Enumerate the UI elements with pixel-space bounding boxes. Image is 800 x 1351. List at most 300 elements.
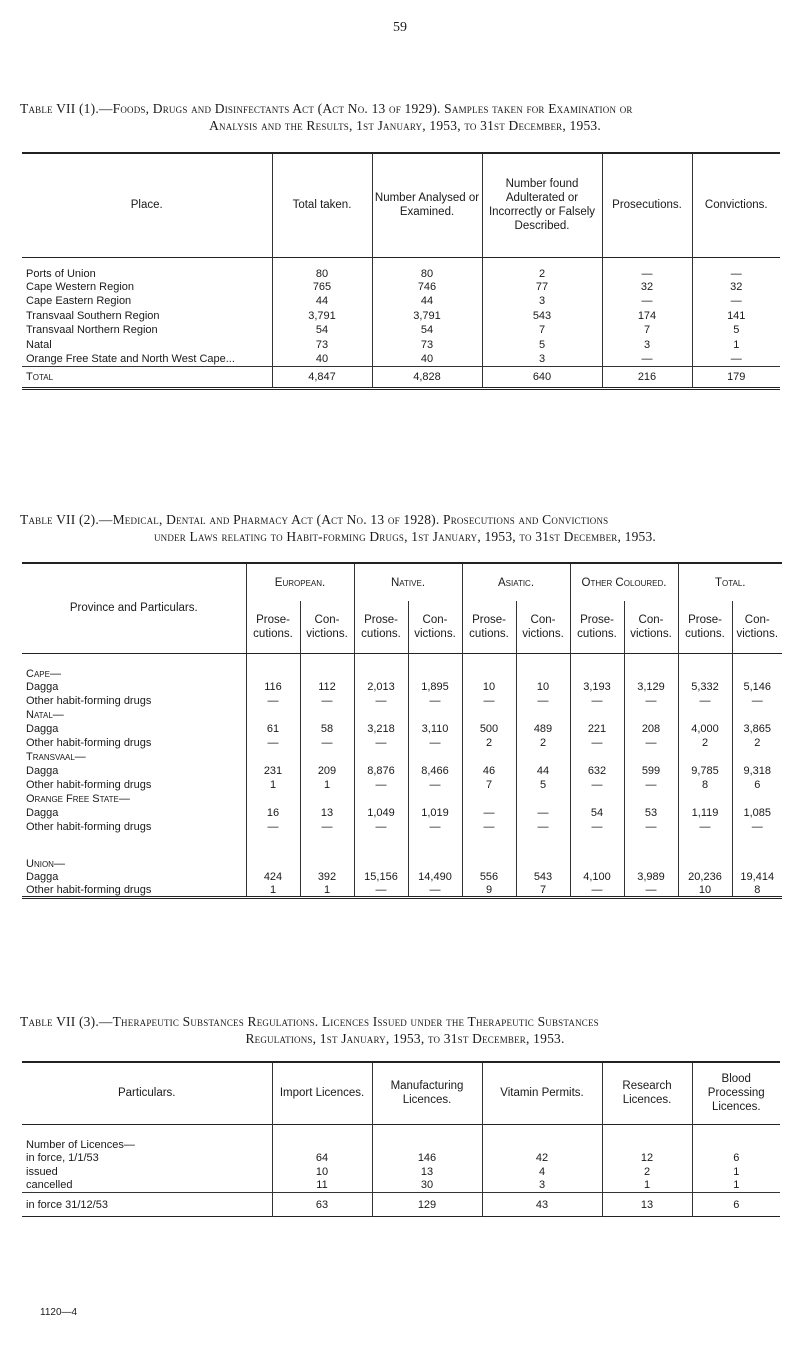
table-cell: 7 (462, 778, 516, 792)
table3-caption (20, 1013, 790, 1047)
subheader-convictions: Con-victions. (300, 601, 354, 653)
table-row (22, 352, 780, 367)
table-cell (678, 834, 732, 870)
table2-caption-line1: Table VII (2).—Medical, Dental and Pharmacy Act (Act No. 13 of 1928). Prosecutions and Convictions (20, 512, 609, 527)
table1-header-prosecutions: Prosecutions. (602, 153, 692, 257)
subheader-convictions: Con-victions. (624, 601, 678, 653)
table-cell (408, 792, 462, 806)
table-cell: 13 (300, 806, 354, 820)
table-cell (624, 792, 678, 806)
table1-header-total-taken: Total taken. (272, 153, 372, 257)
table-cell: 1 (246, 778, 300, 792)
table-cell (300, 792, 354, 806)
table-row (22, 722, 782, 736)
row-label: Other habit-forming drugs (22, 884, 246, 898)
table-cell: 3,110 (408, 722, 462, 736)
row-label: Dagga (26, 764, 59, 777)
table-cell: 8,876 (354, 764, 408, 778)
table-cell: — (246, 736, 300, 750)
table-cell (354, 792, 408, 806)
table-cell: — (408, 736, 462, 750)
table-cell (678, 750, 732, 764)
table-cell: 3 (482, 1179, 602, 1193)
table-cell: 14,490 (408, 870, 462, 884)
table-cell (732, 792, 782, 806)
table-cell: 10 (462, 680, 516, 694)
table-row (22, 323, 780, 338)
table3-caption-line2: Regulations, 1st January, 1953, to 31st December, 1953. (245, 1031, 565, 1046)
table-row (22, 294, 780, 309)
table-cell: — (516, 806, 570, 820)
table-cell: 44 (516, 764, 570, 778)
table-cell: 5,332 (678, 680, 732, 694)
table-cell: 19,414 (732, 870, 782, 884)
table-cell: — (300, 736, 354, 750)
table2-group-native: Native. (354, 563, 462, 601)
table-cell: — (516, 820, 570, 834)
table3-caption-line1: Table VII (3).—Therapeutic Substances Regulations. Licences Issued under the Therapeutic Substances (20, 1014, 599, 1029)
table-cell: — (602, 294, 692, 309)
table-cell: 73 (272, 338, 372, 353)
table-cell: — (570, 736, 624, 750)
table-cell: — (624, 820, 678, 834)
table-cell: — (602, 257, 692, 280)
table-cell: 8 (678, 778, 732, 792)
subheader-prosecutions: Prose-cutions. (570, 601, 624, 653)
table-cell: 1,119 (678, 806, 732, 820)
table-cell: 3,791 (272, 309, 372, 324)
table-cell: — (692, 257, 780, 280)
total-cell: 4,828 (372, 367, 482, 389)
table-cell: — (408, 884, 462, 898)
table-cell: 632 (570, 764, 624, 778)
table2-row-header: Province and Particulars. (22, 563, 246, 653)
table-cell: 1 (692, 338, 780, 353)
table-cell: — (570, 694, 624, 708)
table-cell: 3,865 (732, 722, 782, 736)
table-cell: 2 (482, 257, 602, 280)
table-row (22, 1179, 780, 1193)
row-label: Other habit-forming drugs (26, 694, 152, 707)
row-label: in force, 1/1/53 (26, 1151, 99, 1164)
subheader-convictions: Con-victions. (408, 601, 462, 653)
table-cell: — (408, 694, 462, 708)
row-label: Other habit-forming drugs (26, 820, 152, 833)
table-cell (732, 750, 782, 764)
table-cell: 5 (516, 778, 570, 792)
table1-header-place: Place. (130, 199, 163, 212)
table-cell: 12 (602, 1151, 692, 1165)
table2-group-row (22, 563, 782, 601)
table-cell (570, 750, 624, 764)
table-cell: 231 (246, 764, 300, 778)
row-label: Dagga (26, 806, 59, 819)
table-cell (516, 708, 570, 722)
total-label: Total (22, 367, 272, 389)
table-cell: — (300, 694, 354, 708)
final-cell: 129 (372, 1193, 482, 1217)
row-label: Transvaal Northern Region (26, 324, 158, 337)
table-cell: — (692, 294, 780, 309)
table-cell: — (354, 736, 408, 750)
total-cell: 4,847 (272, 367, 372, 389)
table-cell: 208 (624, 722, 678, 736)
table-cell: 3 (482, 294, 602, 309)
table-cell: 77 (482, 280, 602, 295)
table-cell (624, 750, 678, 764)
row-label: Other habit-forming drugs (26, 778, 152, 791)
table-row (22, 1165, 780, 1179)
table-cell: 1 (246, 884, 300, 898)
table-cell: — (462, 820, 516, 834)
table3-header-row (22, 1062, 780, 1124)
table-cell (462, 750, 516, 764)
table-cell (300, 708, 354, 722)
table-cell: — (462, 806, 516, 820)
table-cell: 3,989 (624, 870, 678, 884)
section-heading-row (22, 750, 782, 764)
table-cell: — (624, 736, 678, 750)
empty-cell (602, 1124, 692, 1151)
table-cell: — (354, 694, 408, 708)
table-cell (408, 653, 462, 680)
table-row (22, 694, 782, 708)
table2-group-other-coloured: Other Coloured. (570, 563, 678, 601)
table-cell: 1 (300, 778, 354, 792)
page-number: 59 (393, 20, 407, 35)
table-cell: 392 (300, 870, 354, 884)
table-cell: 16 (246, 806, 300, 820)
table-cell: 53 (624, 806, 678, 820)
table-cell: 5,146 (732, 680, 782, 694)
table-cell: 73 (372, 338, 482, 353)
table-cell: 58 (300, 722, 354, 736)
table-cell: — (408, 778, 462, 792)
table-row (22, 870, 782, 884)
table2-caption (20, 511, 790, 545)
table-cell: 7 (602, 323, 692, 338)
row-label: Dagga (26, 870, 59, 883)
table1-caption-line1: Table VII (1).—Foods, Drugs and Disinfectants Act (Act No. 13 of 1929). Samples taken for Examination or (20, 101, 633, 116)
section-heading-row (22, 708, 782, 722)
table-cell: 2 (462, 736, 516, 750)
table3 (22, 1061, 780, 1217)
table-cell (300, 750, 354, 764)
row-label: Dagga (26, 722, 59, 735)
table-cell: 1 (602, 1179, 692, 1193)
table-cell: 54 (272, 323, 372, 338)
table1-header-analysed: Number Analysed or Examined. (372, 153, 482, 257)
table-cell: 54 (372, 323, 482, 338)
table-cell (570, 708, 624, 722)
table3-header-manufacturing: Manufacturing Licences. (372, 1062, 482, 1124)
table-cell: 80 (372, 257, 482, 280)
table2 (22, 562, 782, 899)
table-row (22, 680, 782, 694)
table-cell (354, 834, 408, 870)
row-label: Ports of Union (26, 267, 96, 280)
table-cell: 42 (482, 1151, 602, 1165)
table-cell (246, 653, 300, 680)
subheader-prosecutions: Prose-cutions. (462, 601, 516, 653)
table-cell (462, 792, 516, 806)
table-cell: 2 (678, 736, 732, 750)
table-cell: — (462, 694, 516, 708)
table-cell: 10 (516, 680, 570, 694)
table-row (22, 1151, 780, 1165)
table-cell (570, 653, 624, 680)
table-cell: 32 (692, 280, 780, 295)
table-cell: 10 (678, 884, 732, 898)
table-cell: 1 (692, 1179, 780, 1193)
table-cell: — (624, 884, 678, 898)
table-cell: 2 (732, 736, 782, 750)
final-label: in force 31/12/53 (22, 1193, 272, 1217)
table-cell: 3 (602, 338, 692, 353)
table-cell: 44 (372, 294, 482, 309)
table-cell: 3,791 (372, 309, 482, 324)
table-cell (678, 653, 732, 680)
row-label: issued (26, 1165, 58, 1178)
table-cell: 7 (482, 323, 602, 338)
table-cell: 7 (516, 884, 570, 898)
empty-cell (272, 1124, 372, 1151)
table-cell (300, 834, 354, 870)
section-heading: Transvaal— (26, 750, 86, 763)
section-heading-row (22, 792, 782, 806)
subheader-prosecutions: Prose-cutions. (246, 601, 300, 653)
table-cell: 112 (300, 680, 354, 694)
footer-code: 1120—4 (40, 1307, 78, 1318)
section-heading: Orange Free State— (26, 792, 130, 805)
table-cell: 10 (272, 1165, 372, 1179)
row-label: Cape Western Region (26, 280, 135, 293)
table-cell: 146 (372, 1151, 482, 1165)
empty-cell (482, 1124, 602, 1151)
table-cell: 44 (272, 294, 372, 309)
table-cell: 3 (482, 352, 602, 367)
table-cell (516, 653, 570, 680)
table-cell: — (678, 694, 732, 708)
table-cell: 2,013 (354, 680, 408, 694)
table-cell (354, 708, 408, 722)
final-cell: 13 (602, 1193, 692, 1217)
row-label: Cape Eastern Region (26, 295, 132, 308)
table1-header-adulterated: Number found Adulterated or Incorrectly or Falsely Described. (482, 153, 602, 257)
table-cell: 32 (602, 280, 692, 295)
section-heading-row (22, 834, 782, 870)
table3-header-research: Research Licences. (602, 1062, 692, 1124)
table3-header-particulars: Particulars. (117, 1087, 176, 1100)
table-cell (570, 834, 624, 870)
final-cell: 43 (482, 1193, 602, 1217)
table-cell: 489 (516, 722, 570, 736)
table-cell: 80 (272, 257, 372, 280)
table-cell (624, 708, 678, 722)
empty-cell (692, 1124, 780, 1151)
table-cell (516, 750, 570, 764)
table-cell (732, 834, 782, 870)
table-cell: 4,100 (570, 870, 624, 884)
table-cell (246, 792, 300, 806)
table-cell: 6 (692, 1151, 780, 1165)
table-cell: — (624, 694, 678, 708)
table-row (22, 884, 782, 898)
table-cell (570, 792, 624, 806)
final-cell: 63 (272, 1193, 372, 1217)
empty-cell (372, 1124, 482, 1151)
table-row (22, 764, 782, 778)
table-cell: — (624, 778, 678, 792)
table-cell: 4 (482, 1165, 602, 1179)
table-row (22, 820, 782, 834)
table-cell: 3,218 (354, 722, 408, 736)
table-row (22, 806, 782, 820)
table2-group-asiatic: Asiatic. (462, 563, 570, 601)
table-cell (354, 750, 408, 764)
table-cell: 4,000 (678, 722, 732, 736)
table-cell (462, 834, 516, 870)
total-cell: 179 (692, 367, 780, 389)
table-cell: — (732, 820, 782, 834)
table1-caption-line2: Analysis and the Results, 1st January, 1953, to 31st December, 1953. (209, 118, 601, 133)
table-cell: — (570, 778, 624, 792)
table-cell (246, 708, 300, 722)
table-cell (624, 653, 678, 680)
table-cell: 11 (272, 1179, 372, 1193)
table-cell (408, 708, 462, 722)
final-cell: 6 (692, 1193, 780, 1217)
table-cell: 2 (516, 736, 570, 750)
table3-header-import: Import Licences. (272, 1062, 372, 1124)
group-label: Number of Licences— (26, 1138, 135, 1151)
table-cell: 5 (482, 338, 602, 353)
table-cell: 2 (602, 1165, 692, 1179)
table-cell: 15,156 (354, 870, 408, 884)
table-cell: 64 (272, 1151, 372, 1165)
table2-caption-line2: under Laws relating to Habit-forming Drugs, 1st January, 1953, to 31st December, 1953. (153, 529, 657, 544)
table-cell: — (246, 820, 300, 834)
final-row (22, 1193, 780, 1217)
table-cell: — (516, 694, 570, 708)
table-cell (678, 792, 732, 806)
table-cell: 8,466 (408, 764, 462, 778)
section-heading: Union— (26, 857, 65, 870)
table-cell: 1,019 (408, 806, 462, 820)
table-cell: — (570, 820, 624, 834)
table-cell: 746 (372, 280, 482, 295)
table-cell (246, 834, 300, 870)
table-cell: 46 (462, 764, 516, 778)
table3-header-vitamin: Vitamin Permits. (482, 1062, 602, 1124)
total-cell: 216 (602, 367, 692, 389)
row-label: Transvaal Southern Region (26, 309, 160, 322)
subheader-prosecutions: Prose-cutions. (678, 601, 732, 653)
table-row (22, 309, 780, 324)
table-cell: 13 (372, 1165, 482, 1179)
table-row (22, 280, 780, 295)
table-cell (624, 834, 678, 870)
table-cell (678, 708, 732, 722)
total-row (22, 367, 780, 389)
table-cell: 424 (246, 870, 300, 884)
subheader-convictions: Con-victions. (732, 601, 782, 653)
table-cell: 20,236 (678, 870, 732, 884)
section-heading: Cape— (26, 667, 61, 680)
table-cell: 543 (516, 870, 570, 884)
table1-header-convictions: Convictions. (692, 153, 780, 257)
total-cell: 640 (482, 367, 602, 389)
table-cell: — (246, 694, 300, 708)
subheader-prosecutions: Prose-cutions. (354, 601, 408, 653)
table-cell: 9 (462, 884, 516, 898)
table-row (22, 736, 782, 750)
table-cell: 221 (570, 722, 624, 736)
table-cell: 54 (570, 806, 624, 820)
table-row (22, 338, 780, 353)
subheader-convictions: Con-victions. (516, 601, 570, 653)
table-cell: 1,049 (354, 806, 408, 820)
table-cell: 599 (624, 764, 678, 778)
table1 (22, 152, 780, 390)
table-cell (408, 750, 462, 764)
table-cell (462, 653, 516, 680)
table-cell: 40 (372, 352, 482, 367)
table1-header-row (22, 153, 780, 257)
group-label-row (22, 1124, 780, 1151)
table-cell: 209 (300, 764, 354, 778)
table-row (22, 257, 780, 280)
table-cell: 1,085 (732, 806, 782, 820)
table-cell: 765 (272, 280, 372, 295)
table-cell: 543 (482, 309, 602, 324)
table-cell: — (354, 820, 408, 834)
row-label: Orange Free State and North West Cape... (26, 353, 235, 365)
section-heading-row (22, 653, 782, 680)
table-cell: 1 (300, 884, 354, 898)
table-cell (732, 653, 782, 680)
table-row (22, 778, 782, 792)
table-cell: 500 (462, 722, 516, 736)
table-cell: — (354, 884, 408, 898)
table-cell (354, 653, 408, 680)
table-cell: — (354, 778, 408, 792)
row-label: cancelled (26, 1179, 73, 1192)
table-cell: — (570, 884, 624, 898)
table-cell: 9,785 (678, 764, 732, 778)
table-cell: — (678, 820, 732, 834)
table-cell: — (602, 352, 692, 367)
table-cell: 61 (246, 722, 300, 736)
table-cell: 30 (372, 1179, 482, 1193)
row-label: Dagga (26, 680, 59, 693)
table-cell: — (692, 352, 780, 367)
table2-group-european: European. (246, 563, 354, 601)
table-cell (516, 834, 570, 870)
table-cell (462, 708, 516, 722)
table-cell: 5 (692, 323, 780, 338)
table3-header-blood: Blood Processing Licences. (692, 1062, 780, 1124)
section-heading: Natal— (26, 708, 64, 721)
table-cell: 40 (272, 352, 372, 367)
table-cell (246, 750, 300, 764)
row-label: Natal (26, 338, 52, 351)
table-cell (516, 792, 570, 806)
table-cell: 174 (602, 309, 692, 324)
table1-caption (20, 100, 790, 134)
table-cell: 9,318 (732, 764, 782, 778)
table-cell: — (408, 820, 462, 834)
